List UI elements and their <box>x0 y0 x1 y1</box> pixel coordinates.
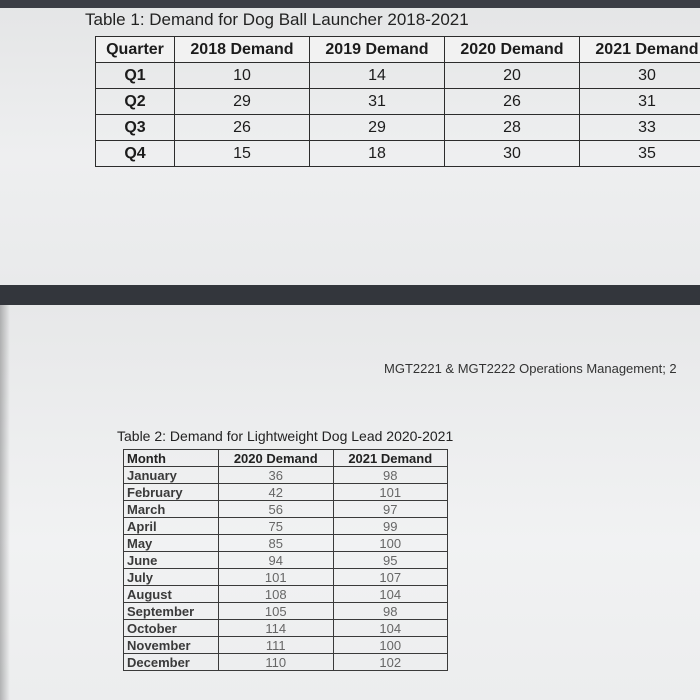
table1-cell: Q3 <box>96 115 175 141</box>
table2-cell: 100 <box>333 535 448 552</box>
table2-cell: 99 <box>333 518 448 535</box>
table1-header-cell: 2018 Demand <box>175 37 310 63</box>
table-row <box>124 535 448 552</box>
table2-header-cell: 2020 Demand <box>219 450 334 467</box>
page-gap <box>0 285 700 305</box>
table1-cell: 20 <box>445 63 580 89</box>
table2-cell: 95 <box>333 552 448 569</box>
table2-cell: September <box>124 603 219 620</box>
table2-cell: 98 <box>333 467 448 484</box>
screen-top-edge <box>0 0 700 8</box>
table2-header-row <box>124 450 448 467</box>
table-row <box>124 569 448 586</box>
table1-cell: 31 <box>310 89 445 115</box>
table2-cell: 108 <box>219 586 334 603</box>
table2-cell: 104 <box>333 586 448 603</box>
table-row <box>96 89 700 115</box>
table2-cell: 111 <box>219 637 334 654</box>
table2-header-cell: Month <box>124 450 219 467</box>
table-row <box>124 620 448 637</box>
table2-cell: 56 <box>219 501 334 518</box>
table2-cell: 105 <box>219 603 334 620</box>
table1 <box>95 36 700 167</box>
table2-cell: January <box>124 467 219 484</box>
table1-header-cell: 2020 Demand <box>445 37 580 63</box>
table1-cell: 26 <box>445 89 580 115</box>
table2-cell: 104 <box>333 620 448 637</box>
table2-cell: 102 <box>333 654 448 671</box>
table2-cell: 85 <box>219 535 334 552</box>
table2-cell: 36 <box>219 467 334 484</box>
table-row <box>124 637 448 654</box>
left-shadow <box>0 305 10 700</box>
table1-cell: 29 <box>175 89 310 115</box>
table1-cell: 31 <box>580 89 700 115</box>
table2-cell: March <box>124 501 219 518</box>
table2-cell: October <box>124 620 219 637</box>
table-row <box>124 467 448 484</box>
table-row <box>124 552 448 569</box>
table1-cell: 30 <box>445 141 580 167</box>
table2-cell: 101 <box>333 484 448 501</box>
table-row <box>96 63 700 89</box>
table2-cell: 98 <box>333 603 448 620</box>
table1-cell: 33 <box>580 115 700 141</box>
table-row <box>124 586 448 603</box>
table1-cell: 15 <box>175 141 310 167</box>
table1-cell: 18 <box>310 141 445 167</box>
table2 <box>123 449 448 671</box>
table1-cell: 30 <box>580 63 700 89</box>
table1-cell: 10 <box>175 63 310 89</box>
table2-cell: 110 <box>219 654 334 671</box>
table-row <box>96 115 700 141</box>
table2-cell: 97 <box>333 501 448 518</box>
table1-cell: Q4 <box>96 141 175 167</box>
table1-cell: 29 <box>310 115 445 141</box>
table1-header-row <box>96 37 700 63</box>
table2-cell: 75 <box>219 518 334 535</box>
table-row <box>124 654 448 671</box>
table2-cell: December <box>124 654 219 671</box>
course-header: MGT2221 & MGT2222 Operations Management; 2 <box>384 361 677 376</box>
table2-cell: May <box>124 535 219 552</box>
table1-cell: Q1 <box>96 63 175 89</box>
table1-header-cell: Quarter <box>96 37 175 63</box>
table2-cell: June <box>124 552 219 569</box>
table1-cell: 14 <box>310 63 445 89</box>
table1-cell: 35 <box>580 141 700 167</box>
table2-cell: April <box>124 518 219 535</box>
table2-cell: November <box>124 637 219 654</box>
table1-caption: Table 1: Demand for Dog Ball Launcher 2018-2021 <box>85 10 469 29</box>
table2-cell: 101 <box>219 569 334 586</box>
table-row <box>124 603 448 620</box>
table2-cell: 94 <box>219 552 334 569</box>
table1-cell: 28 <box>445 115 580 141</box>
table-row <box>124 518 448 535</box>
table1-header-cell: 2021 Demand <box>580 37 700 63</box>
table2-cell: July <box>124 569 219 586</box>
table1-cell: 26 <box>175 115 310 141</box>
table2-cell: 42 <box>219 484 334 501</box>
table2-header-cell: 2021 Demand <box>333 450 448 467</box>
table2-cell: 114 <box>219 620 334 637</box>
table2-cell: February <box>124 484 219 501</box>
table1-cell: Q2 <box>96 89 175 115</box>
table2-cell: August <box>124 586 219 603</box>
table1-header-cell: 2019 Demand <box>310 37 445 63</box>
table-row <box>124 484 448 501</box>
table2-cell: 107 <box>333 569 448 586</box>
table-row <box>124 501 448 518</box>
table-row <box>96 141 700 167</box>
table2-cell: 100 <box>333 637 448 654</box>
table2-caption: Table 2: Demand for Lightweight Dog Lead 2020-2021 <box>117 428 454 444</box>
